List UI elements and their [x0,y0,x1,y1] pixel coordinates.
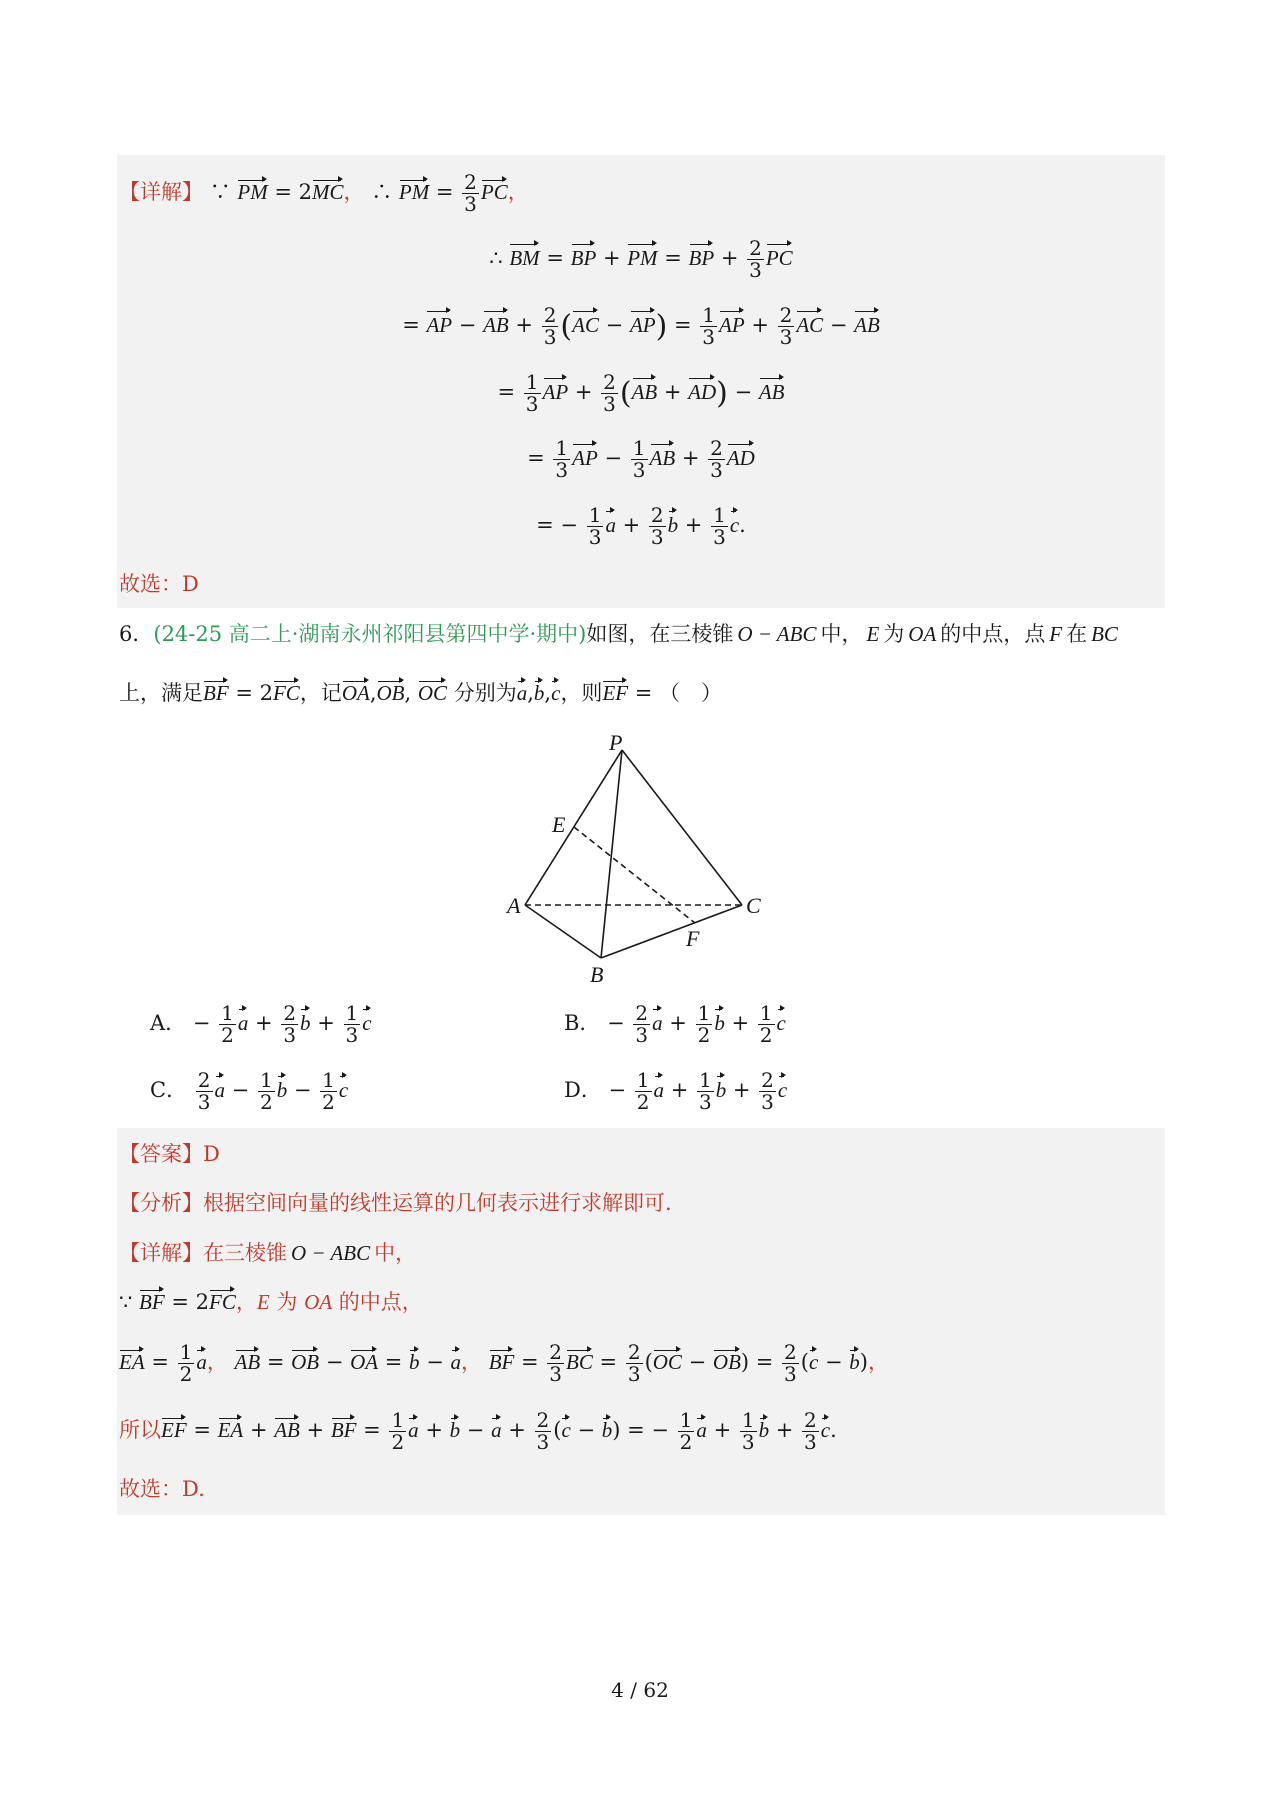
answer-tag: 【答案】 [119,1142,203,1166]
prev-detail-line [119,172,529,215]
detail-line-1: 【详解】在三棱锥 O − ABC 中， [119,1241,417,1265]
detail-tag: 【详解】 [119,1241,203,1265]
question-stem-line-2: 上，满足BF = 2FC，记OA,OB, OC 分别为a,b,c，则EF = （ ） [119,681,723,705]
detail-conclusion: 故选：D. [119,1477,205,1501]
prev-formula-6: = − $\frac{1}{3}$ a + $\frac{2}{3}$ b + $\frac{1}{3}$ c. [536,503,746,549]
label-A: A [507,893,521,918]
label-F: F [686,926,700,951]
label-B: B [590,962,604,987]
edge-BC [601,905,742,958]
prev-formula-4: = $\frac{1}{3}$ AP + $\frac{2}{3}$ (AB + AD) − AB [497,370,785,416]
answer-line [119,1144,220,1165]
label-E: E [552,812,566,837]
detail-line-3: EA = $\frac{1}{2}$ a， AB = OB − OA = b − a， BF = $\frac{2}{3}$ BC = $\frac{2}{3}$ (OC − OB) = $\frac{2}{3}$ (c − b)， [119,1340,889,1386]
option-c[interactable]: C． $\frac{2}{3}$ a − $\frac{1}{2}$ b − $\frac{1}{2}$ c [150,1068,349,1114]
prev-formula-5: = $\frac{1}{3}$ AP − $\frac{1}{3}$ AB + $\frac{2}{3}$ AD [527,436,755,482]
analysis-tag: 【分析】 [119,1191,203,1215]
answer-value: D [203,1142,220,1166]
label-P: P [609,730,623,755]
prev-formula-2: ∴ BM = BP + PM = BP + $\frac{2}{3}$ PC [489,236,793,282]
analysis-line [119,1193,672,1214]
edge-AB [525,905,601,958]
detail-line-4: 所以EF = EA + AB + BF = $\frac{1}{2}$ a + b − a + $\frac{2}{3}$ (c − b) = − $\frac{1}{2}$ a + $\frac{1}{3}$ b + $\frac{2}{3}$ c. [119,1408,837,1454]
option-a[interactable]: A． − $\frac{1}{2}$ a + $\frac{2}{3}$ b + $\frac{1}{3}$ c [150,1001,372,1047]
edge-PB [601,750,622,958]
label-C: C [746,893,761,918]
edge-PA [525,750,622,905]
prev-formula-1: ∵ PM = 2MC， ∴ PM = $\frac{2}{3}$ PC， [209,170,529,216]
question-source: (24-25 高二上·湖南永州祁阳县第四中学·期中) [153,622,587,646]
question-stem-line-1: 6．(24-25 高二上·湖南永州祁阳县第四中学·期中)如图，在三棱锥 O − ABC 中， E 为 OA 的中点，点 F 在 BC [119,622,1118,646]
question-number: 6． [119,622,154,646]
prev-formula-3: = AP − AB + $\frac{2}{3}$ (AC − AP) = $\frac{1}{3}$ AP + $\frac{2}{3}$ AC − AB [402,303,880,349]
option-b[interactable]: B． − $\frac{2}{3}$ a + $\frac{1}{2}$ b + $\frac{1}{2}$ c [564,1001,786,1047]
prev-detail-tag: 【详解】 [119,180,203,204]
segment-EF-hidden [574,827,695,923]
prev-conclusion: 故选：D [119,572,199,596]
option-d[interactable]: D． − $\frac{1}{2}$ a + $\frac{1}{3}$ b + $\frac{2}{3}$ c [564,1068,788,1114]
solution-panel [117,1128,1165,1515]
edge-PC [622,750,742,905]
page-number: 4 / 62 [611,1678,669,1702]
analysis-text: 根据空间向量的线性运算的几何表示进行求解即可. [203,1191,672,1215]
detail-line-2: ∵ BF = 2FC，E 为 OA 的中点， [119,1290,423,1314]
